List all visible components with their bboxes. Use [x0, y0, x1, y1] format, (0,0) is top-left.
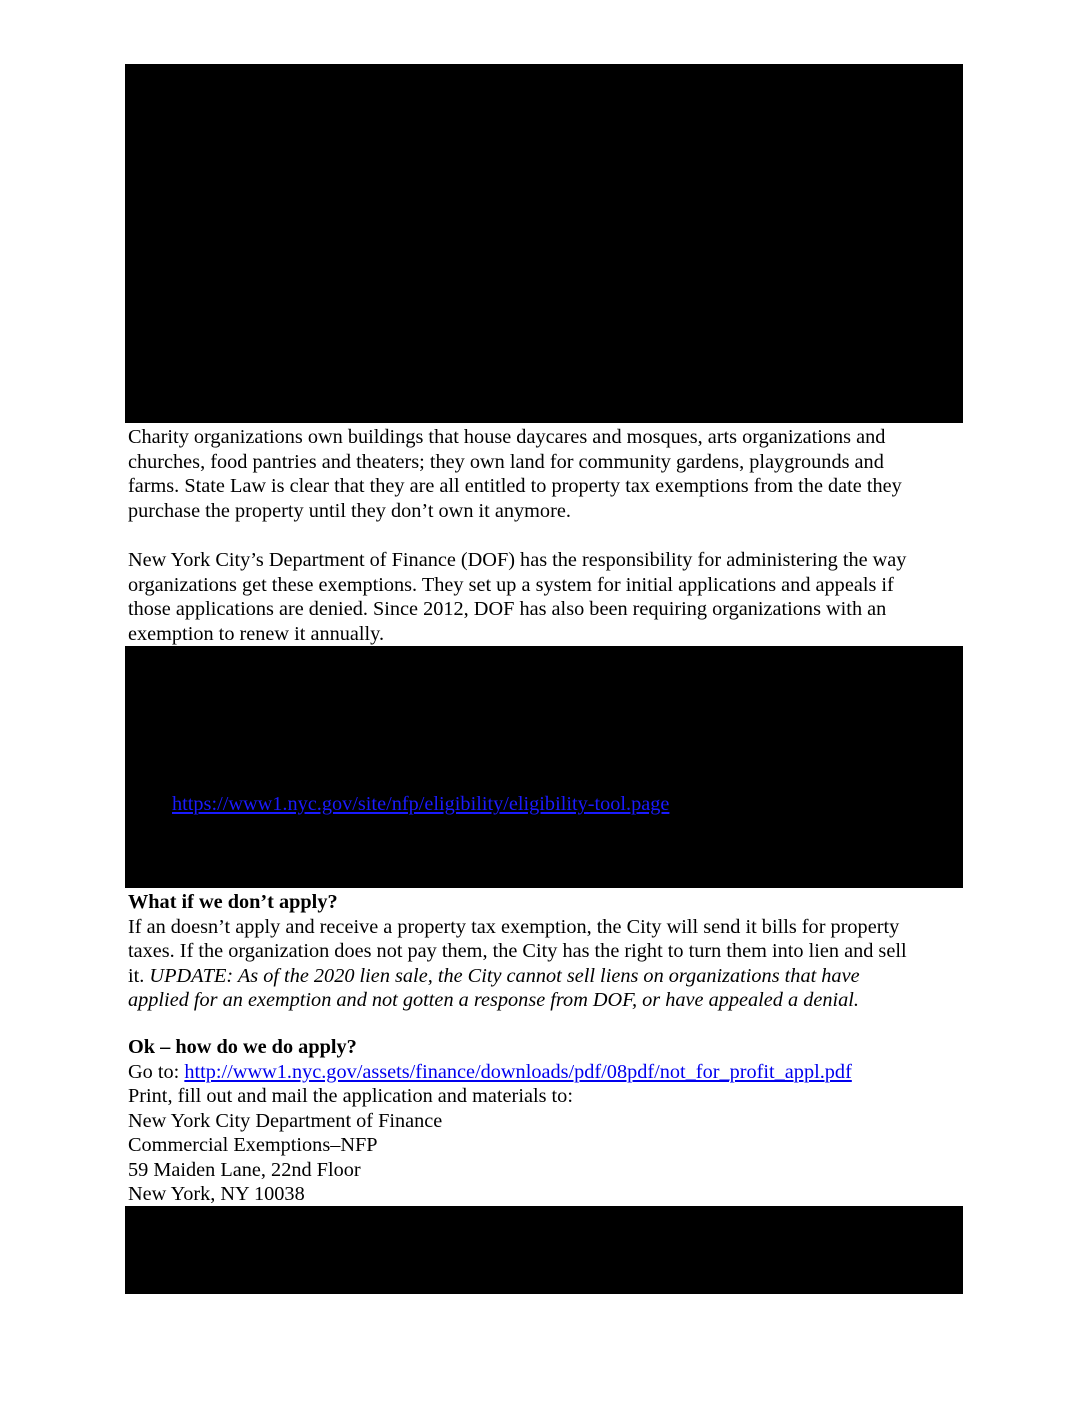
text-line: purchase the property until they don’t own it anymore. — [128, 499, 571, 522]
text-line — [128, 1060, 968, 1085]
redacted-block — [125, 1206, 963, 1294]
goto-label: Go to: — [128, 1060, 185, 1083]
dof-paragraph — [128, 548, 968, 646]
eligibility-tool-link[interactable]: https://www1.nyc.gov/site/nfp/eligibility/eligibility-tool.page — [172, 793, 670, 815]
address-line: New York City Department of Finance — [128, 1109, 443, 1132]
text-line: farms. State Law is clear that they are all entitled to property tax exemptions from the date they — [128, 475, 902, 497]
address-line: New York, NY 10038 — [128, 1183, 305, 1205]
redacted-block — [125, 64, 963, 423]
address-line: 59 Maiden Lane, 22nd Floor — [128, 1158, 361, 1181]
section-dont-apply — [128, 890, 968, 1013]
update-note: applied for an exemption and not gotten a response from DOF, or have appealed a denial. — [128, 989, 859, 1011]
text-line: taxes. If the organization does not pay them, the City has the right to turn them into lien and sell — [128, 940, 907, 962]
application-link[interactable]: http://www1.nyc.gov/assets/finance/downloads/pdf/08pdf/not_for_profit_appl.pdf — [184, 1060, 852, 1083]
text-line: organizations get these exemptions. They set up a system for initial applications and appeals if — [128, 573, 894, 596]
section-heading: What if we don’t apply? — [128, 891, 338, 913]
intro-paragraph — [128, 425, 968, 523]
redacted-block — [125, 646, 963, 888]
text-line: If an doesn’t apply and receive a property tax exemption, the City will send it bills for property — [128, 915, 900, 938]
address-line: Commercial Exemptions–NFP — [128, 1134, 378, 1156]
text-fragment: it. — [128, 964, 150, 987]
section-heading: Ok – how do we do apply? — [128, 1036, 357, 1058]
text-line: those applications are denied. Since 2012, DOF has also been requiring organizations with an — [128, 598, 887, 620]
text-line: Charity organizations own buildings that house daycares and mosques, arts organizations and — [128, 426, 886, 448]
text-line — [128, 964, 968, 989]
text-line: Print, fill out and mail the application and materials to: — [128, 1085, 573, 1107]
update-note: UPDATE: As of the 2020 lien sale, the City cannot sell liens on organizations that have — [149, 964, 860, 987]
text-line: churches, food pantries and theaters; they own land for community gardens, playgrounds and — [128, 450, 884, 473]
text-line: New York City’s Department of Finance (DOF) has the responsibility for administering the way — [128, 549, 907, 571]
section-how-to-apply — [128, 1035, 968, 1207]
text-line: exemption to renew it annually. — [128, 622, 385, 645]
